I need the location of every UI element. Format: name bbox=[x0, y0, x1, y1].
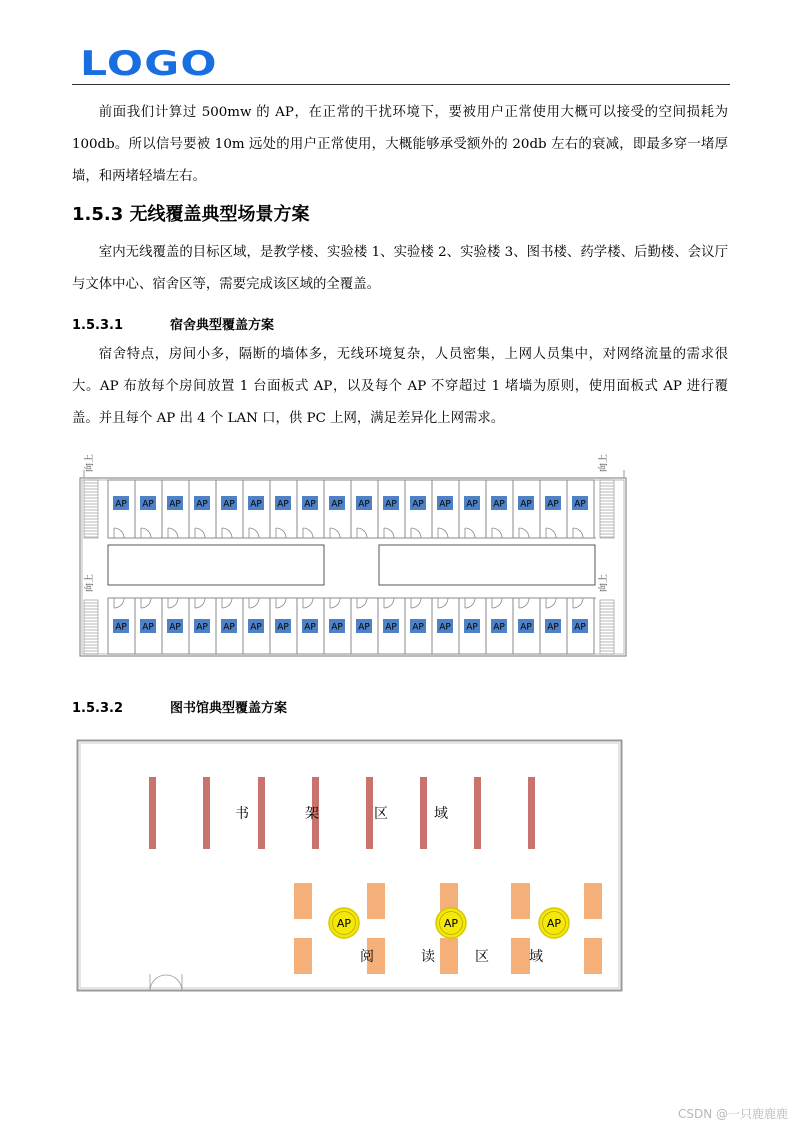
room-door bbox=[411, 598, 421, 608]
logo: LOGO bbox=[80, 44, 218, 84]
section-heading: 1.5.3 无线覆盖典型场景方案 bbox=[72, 204, 310, 225]
stair-label: 向上 bbox=[599, 573, 609, 592]
ap-label: AP bbox=[547, 622, 559, 633]
ap-label: AP bbox=[358, 622, 370, 633]
reading-table bbox=[440, 938, 458, 974]
ap-label: AP bbox=[547, 499, 559, 510]
room-door bbox=[492, 598, 502, 608]
room-door bbox=[519, 528, 529, 538]
room-door bbox=[141, 598, 151, 608]
watermark: CSDN @一只鹿鹿鹿 bbox=[677, 1107, 788, 1121]
ap-label: AP bbox=[223, 499, 235, 510]
ap-label: AP bbox=[385, 499, 397, 510]
ap-label: AP bbox=[169, 622, 181, 633]
ap-label: AP bbox=[277, 622, 289, 633]
room-door bbox=[330, 528, 340, 538]
ap-label: AP bbox=[250, 499, 262, 510]
room-door bbox=[249, 528, 259, 538]
subsection-title: 图书馆典型覆盖方案 bbox=[170, 701, 288, 716]
room-door bbox=[249, 598, 259, 608]
dorm-floor-plan bbox=[78, 450, 630, 662]
room-door bbox=[384, 528, 394, 538]
ap-label: AP bbox=[385, 622, 397, 633]
ap-label: AP bbox=[250, 622, 262, 633]
ap-label: AP bbox=[304, 499, 316, 510]
room-door bbox=[222, 598, 232, 608]
room-door bbox=[276, 528, 286, 538]
room-door bbox=[465, 598, 475, 608]
ap-label: AP bbox=[223, 622, 235, 633]
ap-label: AP bbox=[493, 622, 505, 633]
ap-label: AP bbox=[466, 499, 478, 510]
room-door bbox=[573, 598, 583, 608]
stair-label: 向上 bbox=[599, 453, 609, 472]
ap-label: AP bbox=[466, 622, 478, 633]
shelf-zone-label: 架 bbox=[305, 806, 319, 822]
ap-label: AP bbox=[142, 622, 154, 633]
ap-label: AP bbox=[546, 917, 562, 930]
ap-label: AP bbox=[439, 499, 451, 510]
ap-label: AP bbox=[277, 499, 289, 510]
room-door bbox=[357, 528, 367, 538]
shelf-zone-label: 区 bbox=[374, 806, 388, 822]
ap-label: AP bbox=[336, 917, 352, 930]
room-door bbox=[276, 598, 286, 608]
room-door bbox=[438, 598, 448, 608]
ap-label: AP bbox=[115, 499, 127, 510]
ap-label: AP bbox=[412, 622, 424, 633]
reading-table bbox=[584, 938, 602, 974]
room-door bbox=[438, 528, 448, 538]
reading-zone-label: 域 bbox=[529, 949, 543, 965]
ap-label: AP bbox=[520, 622, 532, 633]
subsection-title: 宿舍典型覆盖方案 bbox=[170, 318, 275, 333]
ap-label: AP bbox=[196, 622, 208, 633]
reading-zone-label: 阅 bbox=[360, 949, 374, 965]
library-floor-plan bbox=[76, 739, 624, 993]
ap-label: AP bbox=[358, 499, 370, 510]
room-door bbox=[546, 528, 556, 538]
room-door bbox=[465, 528, 475, 538]
ap-label: AP bbox=[331, 622, 343, 633]
reading-table bbox=[511, 883, 529, 919]
ap-label: AP bbox=[196, 499, 208, 510]
bookshelf bbox=[528, 777, 535, 849]
subsection-number: 1.5.3.2 bbox=[72, 701, 123, 716]
stair-label: 向上 bbox=[85, 573, 95, 592]
ap-label: AP bbox=[493, 499, 505, 510]
room-door bbox=[519, 598, 529, 608]
paragraph-path-loss: 前面我们计算过 500mw 的 AP，在正常的干扰环境下，要被用户正常使用大概可以接受的空间损耗为 100db。所以信号要被 10m 远处的用户正常使用，大概能够承受额外的 20db 左右的衰减，即最多穿一堵厚墙，和两堵轻墙左右。 bbox=[72, 105, 728, 184]
bookshelf bbox=[420, 777, 427, 849]
bookshelf bbox=[366, 777, 373, 849]
ap-label: AP bbox=[412, 499, 424, 510]
reading-table bbox=[584, 883, 602, 919]
reading-table bbox=[294, 883, 312, 919]
bookshelf bbox=[258, 777, 265, 849]
room-door bbox=[195, 528, 205, 538]
ap-label: AP bbox=[115, 622, 127, 633]
stair-label: 向上 bbox=[85, 453, 95, 472]
ap-label: AP bbox=[439, 622, 451, 633]
subsection-number: 1.5.3.1 bbox=[72, 318, 123, 333]
ap-label: AP bbox=[574, 499, 586, 510]
room-door bbox=[411, 528, 421, 538]
shelf-zone-label: 书 bbox=[235, 806, 249, 822]
ap-label: AP bbox=[574, 622, 586, 633]
subsection-heading-library bbox=[72, 697, 287, 716]
ap-label: AP bbox=[142, 499, 154, 510]
room-door bbox=[168, 528, 178, 538]
room-door bbox=[546, 598, 556, 608]
ap-label: AP bbox=[304, 622, 316, 633]
room-door bbox=[330, 598, 340, 608]
header-divider bbox=[72, 84, 730, 85]
room-door bbox=[168, 598, 178, 608]
room-door bbox=[357, 598, 367, 608]
room-door bbox=[573, 528, 583, 538]
room-door bbox=[114, 528, 124, 538]
ap-label: AP bbox=[331, 499, 343, 510]
ap-label: AP bbox=[169, 499, 181, 510]
bookshelf bbox=[203, 777, 210, 849]
room-door bbox=[222, 528, 232, 538]
subsection-heading-dorm bbox=[72, 314, 274, 333]
ap-label: AP bbox=[443, 917, 459, 930]
room-door bbox=[195, 598, 205, 608]
paragraph-dorm: 宿舍特点，房间小多，隔断的墙体多，无线环境复杂，人员密集，上网人员集中，对网络流量的需求很大。AP 布放每个房间放置 1 台面板式 AP，以及每个 AP 不穿超过 1 堵墙为原则，使用面板式 AP 进行覆盖。并且每个 AP 出 4 个 LAN 口，供 PC 上网，满足差异化上网需求。 bbox=[72, 347, 728, 426]
room-door bbox=[492, 528, 502, 538]
reading-table bbox=[367, 883, 385, 919]
paragraph-coverage-targets: 室内无线覆盖的目标区域，是教学楼、实验楼 1、实验楼 2、实验楼 3、图书楼、药学楼、后勤楼、会议厅与文体中心、宿舍区等，需要完成该区域的全覆盖。 bbox=[72, 245, 728, 292]
room-door bbox=[303, 528, 313, 538]
bookshelf bbox=[474, 777, 481, 849]
room-door bbox=[384, 598, 394, 608]
reading-table bbox=[294, 938, 312, 974]
room-door bbox=[114, 598, 124, 608]
bookshelf bbox=[149, 777, 156, 849]
shelf-zone-label: 域 bbox=[434, 806, 448, 822]
reading-zone-label: 区 bbox=[475, 949, 489, 965]
room-door bbox=[303, 598, 313, 608]
ap-label: AP bbox=[520, 499, 532, 510]
reading-table bbox=[511, 938, 529, 974]
reading-zone-label: 读 bbox=[421, 949, 435, 965]
room-door bbox=[141, 528, 151, 538]
